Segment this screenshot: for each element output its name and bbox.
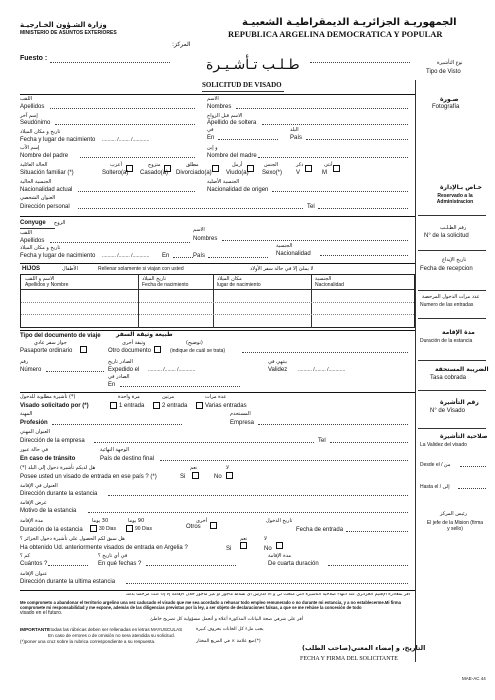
dir-estancia-input[interactable]	[108, 495, 408, 502]
entradas-label: Numero de las entradas	[420, 302, 474, 308]
posee-si-arabic: نعم	[190, 465, 198, 471]
origen-input[interactable]	[272, 191, 408, 198]
padre-input[interactable]	[80, 157, 195, 164]
validez-sb-arabic: صلاحية التأشيرة	[440, 433, 488, 440]
nombres-arabic: الاسم	[207, 96, 219, 102]
jefe-arabic: رئيس المركز	[440, 511, 467, 517]
duracion-sb-label: Duración de la estancia	[420, 338, 473, 344]
children-row-3[interactable]	[21, 314, 414, 326]
empresa-arabic: المستخدم	[230, 411, 251, 417]
sidebar-rule	[418, 215, 486, 216]
sexo-label: Sexo(*)	[262, 170, 283, 176]
spouse-nac-label: Nacionalidad	[276, 251, 311, 257]
jefe-label: El jefe de la Mision (firma y sello)	[426, 520, 484, 532]
note-arabic: (*)ضع علامة × في المربع المختار	[196, 639, 261, 644]
expedido-label: Expedido el	[108, 367, 140, 373]
nvisado-arabic: رقم التأشيرة	[440, 399, 479, 406]
cuarta-input[interactable]	[328, 565, 408, 572]
sidebar-rule	[418, 390, 486, 391]
d90-label: 90 Dias	[135, 526, 152, 532]
destino-input[interactable]	[160, 460, 408, 467]
en-input[interactable]	[218, 139, 278, 146]
cuarta-arabic: مدة الإقامة	[268, 553, 292, 559]
posee-label: Posee usted un visado de entrada en ese país ? (*)	[20, 474, 157, 480]
otro-documento-checkbox[interactable]	[154, 346, 161, 353]
desde-label: Desde el / من	[420, 462, 451, 468]
spouse-nac-arabic: الجنسية	[276, 243, 293, 249]
una-label: 1 entrada	[119, 403, 145, 409]
otros-label: Otros	[186, 524, 201, 530]
destino-label: País de destino final	[100, 456, 155, 462]
photo-label: Fotografía	[432, 104, 460, 110]
dos-entradas-checkbox[interactable]	[153, 402, 160, 409]
declaration-arabic: أقر بمغادرة الإقليم الجزائري عند انتهاء صلاحية التأشيرة التي منحت لي و ألا أمارس أي نشاط مأجور أو غير مأجور خلال الإقامة إلا إذا كنت مرخصا بذلك	[125, 593, 410, 597]
obtenido-no-arabic: لا	[264, 536, 267, 542]
numero-arabic: رقم	[20, 359, 29, 365]
doc-en-arabic: الصادر في	[108, 374, 130, 380]
pais-label: País	[290, 135, 303, 141]
divorciado-checkbox[interactable]	[212, 165, 219, 172]
spouse-en-label: En	[162, 253, 170, 259]
numero-input[interactable]	[46, 371, 104, 378]
madre-input[interactable]	[258, 157, 408, 164]
puesto-line	[50, 62, 170, 63]
declaration-spanish-end: visado en el futuro.	[20, 610, 63, 616]
signature-area[interactable]	[290, 662, 420, 674]
numero-label: Número	[20, 367, 42, 373]
viudo-checkbox[interactable]	[247, 165, 254, 172]
declaration-arabic-2: أقر على شرفي صحة البيانات المذكورة أعلاه و أتحمل مسؤولية كل تصريح خاطئ	[150, 617, 304, 622]
seudonimo-input[interactable]	[55, 124, 195, 131]
puesto-label: Fuesto :	[20, 55, 48, 62]
soltera-label: Apellido de soltera	[207, 120, 257, 126]
casado-arabic: متزوج	[148, 162, 161, 168]
importante-arabic: يجب ملء كل الخانات بحروف كبيرة	[196, 627, 264, 632]
recepcion-label: Fecha de recepcion	[420, 266, 473, 272]
ministry-spanish: MINISTERIO DE ASUNTOS EXTERIORES	[20, 30, 117, 36]
th-fecha: Fecha de nacimiento	[142, 282, 189, 288]
soltero-label: Soltero(a)	[102, 170, 129, 176]
divider-spouse	[20, 216, 415, 217]
fechas-label: En qué fechas ?	[98, 561, 142, 567]
tipo-visado-label: Tipo de Visto	[426, 69, 461, 75]
expedido-arabic: الصادر تاريخ	[108, 359, 133, 365]
divider-children	[20, 263, 415, 264]
pais-input[interactable]	[306, 139, 408, 146]
obtenido-si-arabic: نعم	[240, 536, 248, 542]
nvisado-label: N° de Visado	[430, 408, 465, 414]
hijos-label: HIJOS	[22, 266, 41, 272]
empresa-input[interactable]	[258, 424, 408, 431]
solicitado-arabic: (*) تأشيرة مطلوبة للدخول	[20, 394, 76, 400]
origen-arabic: الجنسية الأصلية	[207, 179, 240, 185]
centre-arabic: المركز:	[172, 41, 191, 48]
tipo-doc-arabic: طبيعة وثيقة السفر	[116, 331, 173, 338]
situacion-label: Situación familiar (*)	[20, 170, 74, 176]
transito-label: En caso de tránsito	[20, 456, 76, 462]
ordinario-label: Pasaporte ordinario	[20, 348, 73, 354]
dir-empresa-arabic: العنوان المهني	[20, 429, 50, 435]
obtenido-no-checkbox[interactable]	[276, 542, 283, 549]
dir-ultima-arabic: عنوان الإقامة	[20, 571, 48, 577]
posee-arabic: هل لديكم تأشيرة دخول إلى البلد (*)	[20, 465, 96, 471]
firma-arabic: التاريخ، و إمضاء المعني(صاحب الطلب)	[302, 644, 426, 652]
spouse-apellidos-arabic: اللقب	[20, 230, 33, 236]
cuantos-arabic: كم ؟	[20, 553, 30, 559]
v-arabic: ذكر	[296, 162, 304, 168]
nacionalidad-input[interactable]	[78, 191, 195, 198]
children-table	[20, 274, 415, 328]
spouse-nac-input[interactable]	[320, 255, 408, 262]
apellidos-label: Apellidos	[20, 104, 45, 110]
hijos-note-arabic: لا يملئ إلا في حالة سفر الأولاد	[250, 266, 314, 272]
republic-spanish: REPUBLICA ARGELINA DEMOCRATICA Y POPULAR	[228, 29, 443, 39]
otros-checkbox[interactable]	[210, 522, 217, 529]
d30-label: 30 Dias	[99, 526, 116, 532]
posee-no-checkbox[interactable]	[226, 472, 233, 479]
soltera-input[interactable]	[262, 124, 408, 131]
th-nac: Nacionalidad	[315, 282, 344, 288]
posee-si-label: Si	[180, 474, 186, 480]
origen-label: Nacionalidad de origen	[207, 187, 269, 193]
validez-arabic: ينتهي في	[268, 359, 288, 365]
form-title-arabic: طـلـب تـأشـيـرة	[206, 57, 300, 73]
recepcion-arabic: تاريخ الإيداع	[442, 257, 467, 263]
divorciado-arabic: مطلق	[186, 162, 199, 168]
solicitud-title: SOLICITUD DE VISADO	[202, 81, 282, 89]
profesion-label: Profesión	[20, 420, 48, 426]
casado-label: Casado(a)	[140, 170, 169, 176]
ordinario-arabic: جواز سفر عادي	[34, 340, 67, 346]
th-nombre-arabic: الاسم و اللقب	[25, 276, 55, 282]
conyuge-label: Conyuge	[20, 220, 46, 226]
fecha-entrada-arabic: تاريخ الدخول	[266, 518, 293, 524]
spouse-pais-label: País	[193, 253, 206, 259]
pais-arabic: البلد	[290, 127, 299, 133]
spouse-nacimiento-arabic: تاريخ و مكان الميلاد	[20, 245, 61, 251]
una-arabic: مرة واحدة	[118, 394, 140, 400]
padre-label: Nombre del padre	[20, 153, 69, 159]
casado-checkbox[interactable]	[164, 165, 171, 172]
nombres-input[interactable]	[236, 108, 408, 115]
spouse-apellidos-input[interactable]	[50, 242, 190, 249]
photo-arabic: صـورة	[440, 96, 459, 103]
hasta-label: Hasta el / إلى	[420, 484, 450, 490]
hijos-note: Rellenar solamente si viajan con usted	[98, 266, 184, 272]
spouse-nacimiento-label: Fecha y lugar de nacimiento	[20, 253, 96, 259]
importante-text-2: En caso de errores o de omisión no sera atendida su solicitud.	[48, 633, 175, 638]
madre-arabic: و إبن	[207, 145, 218, 151]
tel-label: Tel	[307, 204, 315, 210]
apellidos-arabic: اللقب	[20, 96, 33, 102]
sexo-arabic: الجنس	[264, 162, 279, 168]
th-lugar: lugar de nacimiento	[217, 282, 261, 288]
en-label: En	[207, 135, 215, 141]
divorciado-label: Divorciado(a)	[176, 170, 212, 176]
th-fecha-arabic: تاريخ الميلاد	[142, 276, 167, 282]
nombres-label: Nombres	[207, 104, 232, 110]
hasta-input[interactable]	[458, 488, 486, 495]
solicitado-label: Visado solicitado por (*)	[20, 403, 89, 409]
divider-travel	[20, 330, 415, 331]
seudonimo-arabic: إسم آخر	[20, 113, 38, 119]
d30-arabic: 30 يوما	[92, 518, 109, 524]
dir-ultima-input[interactable]	[126, 583, 408, 590]
nacimiento-date-input[interactable]: .......... /........ /............	[102, 137, 150, 143]
entradas-arabic: عدد مرات الدخول المرخصة	[422, 294, 480, 300]
spouse-nombres-arabic: الاسم	[193, 227, 205, 233]
duracion-arabic: مدة الإقامة	[20, 518, 44, 524]
sidebar-rule	[418, 290, 486, 291]
profesion-arabic: المهنة	[20, 411, 33, 417]
obtenido-si-checkbox[interactable]	[240, 542, 247, 549]
sexo-v-checkbox[interactable]	[305, 165, 312, 172]
hijos-arabic: الأطفال	[62, 266, 78, 272]
tasa-label: Tasa cobrada	[430, 375, 467, 381]
th-nombre: Apellidos y Nombre	[25, 282, 69, 288]
solicitud-no-arabic: رقم الطـلـب	[440, 225, 467, 231]
fecha-entrada-input[interactable]	[346, 531, 408, 538]
th-lugar-arabic: مكان الميلاد	[217, 276, 242, 282]
varias-entradas-checkbox[interactable]	[196, 402, 203, 409]
obtenido-label: Ha obtenido Ud. anteriormente visados de entrada en Argelia ?	[20, 545, 188, 551]
cuarta-label: De cuarta duración	[268, 561, 319, 567]
obtenido-no-label: No	[264, 546, 272, 552]
nacionalidad-label: Nacionalidad actual	[20, 187, 73, 193]
direccion-input[interactable]	[78, 208, 303, 215]
cuantos-label: Cuántos ?	[20, 561, 48, 567]
tel-input[interactable]	[318, 208, 408, 215]
soltero-arabic: أعزب	[110, 162, 122, 168]
expedido-date-input[interactable]: .......... /........ /............	[148, 367, 196, 373]
duracion-label: Duración de la estancia	[20, 527, 83, 533]
nacimiento-label: Fecha y lugar de nacimiento	[20, 137, 96, 143]
viudo-arabic: أرمل	[232, 162, 243, 168]
nacimiento-arabic: تاريخ و مكان الميلاد	[20, 129, 61, 135]
fechas-input[interactable]	[146, 565, 236, 572]
importante-label: IMPORTANTE	[20, 627, 51, 632]
doc-en-label: En	[108, 382, 116, 388]
dir-estancia-label: Dirección durante la estancia	[20, 491, 98, 497]
obtenido-arabic: هل سبق لكم الحصول على تأشيرة دخول الجزائر ؟	[20, 536, 125, 542]
sidebar-rule	[418, 250, 486, 251]
m-arabic: أنثى	[324, 162, 333, 168]
situacion-arabic: الحالة العائلية	[20, 162, 48, 168]
validez-sb-label: La Validez del visado	[420, 442, 467, 448]
republic-arabic: الجمهوريـة الجزائريـة الديمقراطيـة الشعبيـة	[242, 17, 457, 28]
posee-si-checkbox[interactable]	[192, 472, 199, 479]
d30-checkbox[interactable]	[90, 525, 97, 532]
apellidos-input[interactable]	[50, 108, 195, 115]
sidebar-divider	[415, 80, 416, 662]
cuantos-input[interactable]	[48, 565, 88, 572]
fecha-entrada-label: Fecha de entrada	[296, 527, 344, 533]
otro-arabic: وثيقة أخرى	[122, 340, 146, 346]
varias-arabic: عدة مرات	[205, 394, 227, 400]
reserved-arabic: خـاص بـالإدارة	[440, 184, 482, 191]
sexo-m-checkbox[interactable]	[333, 165, 340, 172]
m-label: M	[322, 170, 327, 176]
validez-label: Validez	[268, 367, 288, 373]
viudo-label: Viudo(a)	[226, 170, 249, 176]
importante-text-3: (*)poner una cruz sobre la rubrica correspondiente a su respuesta.	[20, 639, 156, 644]
nacionalidad-arabic: الجنسية الحالية	[20, 179, 52, 185]
soltero-checkbox[interactable]	[126, 165, 133, 172]
transito-arabic: في حالة عبور	[20, 447, 49, 453]
d90-arabic: 90 يوما	[128, 518, 145, 524]
otro-label: Otro documento	[108, 348, 152, 354]
desde-input[interactable]	[460, 466, 486, 473]
destino-arabic: الوجهة النهائية	[100, 447, 129, 453]
conyuge-underline	[20, 228, 55, 229]
pasaporte-ordinario-checkbox[interactable]	[80, 346, 87, 353]
seudonimo-label: Seudónimo	[20, 120, 51, 126]
spouse-date-input[interactable]: .......... /........ /............	[102, 253, 150, 259]
dos-label: 2 entrada	[162, 403, 188, 409]
soltera-arabic: الاسم قبل الزواج	[207, 113, 243, 119]
firma-label: FECHA Y FIRMA DEL SOLICITANTE	[300, 656, 398, 662]
motivo-arabic: غرض الإقامة	[20, 500, 47, 506]
title-underline	[202, 91, 284, 92]
indique-label: (indique de cuál se trata)	[170, 348, 226, 354]
divider-visa	[20, 392, 415, 393]
divider-top	[20, 94, 415, 95]
spouse-apellidos-label: Apellidos	[20, 238, 45, 244]
sidebar-rule	[418, 428, 486, 429]
validez-date-input[interactable]: .......... /........ /............	[298, 367, 346, 373]
varias-label: Varias entradas	[205, 403, 247, 409]
importante-text: : todas las rúbricas deben ser rellenadas en letras MAYUSCULAS	[48, 627, 183, 632]
direccion-arabic: العنوان الشخصي	[20, 195, 56, 201]
ministry-arabic: وزارة الشـؤون الخـارجيـة	[20, 21, 107, 29]
spouse-nombres-label: Nombres	[193, 236, 218, 242]
fechas-arabic: في أي تاريخ ؟	[98, 553, 128, 559]
direccion-label: Dirección personal	[20, 204, 70, 210]
madre-label: Nombre del madre	[207, 153, 257, 159]
solicitud-no-label: N° de la solicitud	[424, 233, 469, 239]
reserved-label: Reservado a la Administracion	[436, 193, 474, 205]
empresa-tel-input[interactable]	[330, 442, 408, 449]
una-entrada-checkbox[interactable]	[110, 402, 117, 409]
tasa-arabic: الضريبة المستحقة	[435, 366, 489, 373]
d90-checkbox[interactable]	[126, 525, 133, 532]
obtenido-si-label: Si	[226, 546, 232, 552]
empresa-label: Empresa	[230, 420, 255, 426]
posee-no-label: No	[214, 474, 222, 480]
tipo-visado-arabic: نوع التأشيرة	[437, 60, 463, 66]
form-code: MAE-AC 44	[462, 676, 486, 681]
sidebar-rule	[418, 318, 486, 319]
dir-estancia-arabic: العنوان في الإقامة	[20, 483, 58, 489]
en-arabic: في	[207, 127, 214, 133]
posee-no-arabic: لا	[226, 465, 229, 471]
tipo-doc-label: Tipo del documento de viaje	[20, 333, 101, 339]
dos-arabic: مرتين	[162, 394, 175, 400]
dir-empresa-label: Dirección de la empresa	[20, 438, 85, 444]
dir-ultima-label: Dirección durante la ultima estancia	[20, 579, 116, 585]
motivo-label: Motivo de la estancia	[20, 508, 77, 514]
conyuge-arabic: الزوج	[54, 220, 66, 226]
divider-declaration	[20, 590, 415, 591]
padre-arabic: إسم الأب	[20, 145, 40, 151]
v-label: V	[296, 170, 301, 176]
empresa-tel-label: Tel	[318, 438, 326, 444]
otro-documento-input[interactable]	[242, 352, 408, 359]
otros-arabic: أخرى	[196, 518, 208, 524]
spouse-nombres-input[interactable]	[222, 240, 408, 247]
profesion-input[interactable]	[52, 424, 182, 431]
indique-arabic: (توضيح)	[186, 340, 203, 346]
th-nac-arabic: الجنسية	[315, 276, 332, 282]
centre-line	[310, 62, 410, 63]
declaration-spanish: Me comprometo a abandonar el territorio argelino una vez caducado el visado que me sea acordado a rehusar todo empleo remunerado o no durante mi estancia, y a no establecerme.Mi firma compromete mi responsabilidad y me expone, además de las diligencias previstas por la ley, a ser objeto de declaraciones falsas, a que se me rehúse la concesión de todo	[20, 600, 401, 611]
sidebar-rule	[418, 360, 486, 361]
duracion-sb-arabic: مدة الإقامة	[442, 329, 475, 336]
